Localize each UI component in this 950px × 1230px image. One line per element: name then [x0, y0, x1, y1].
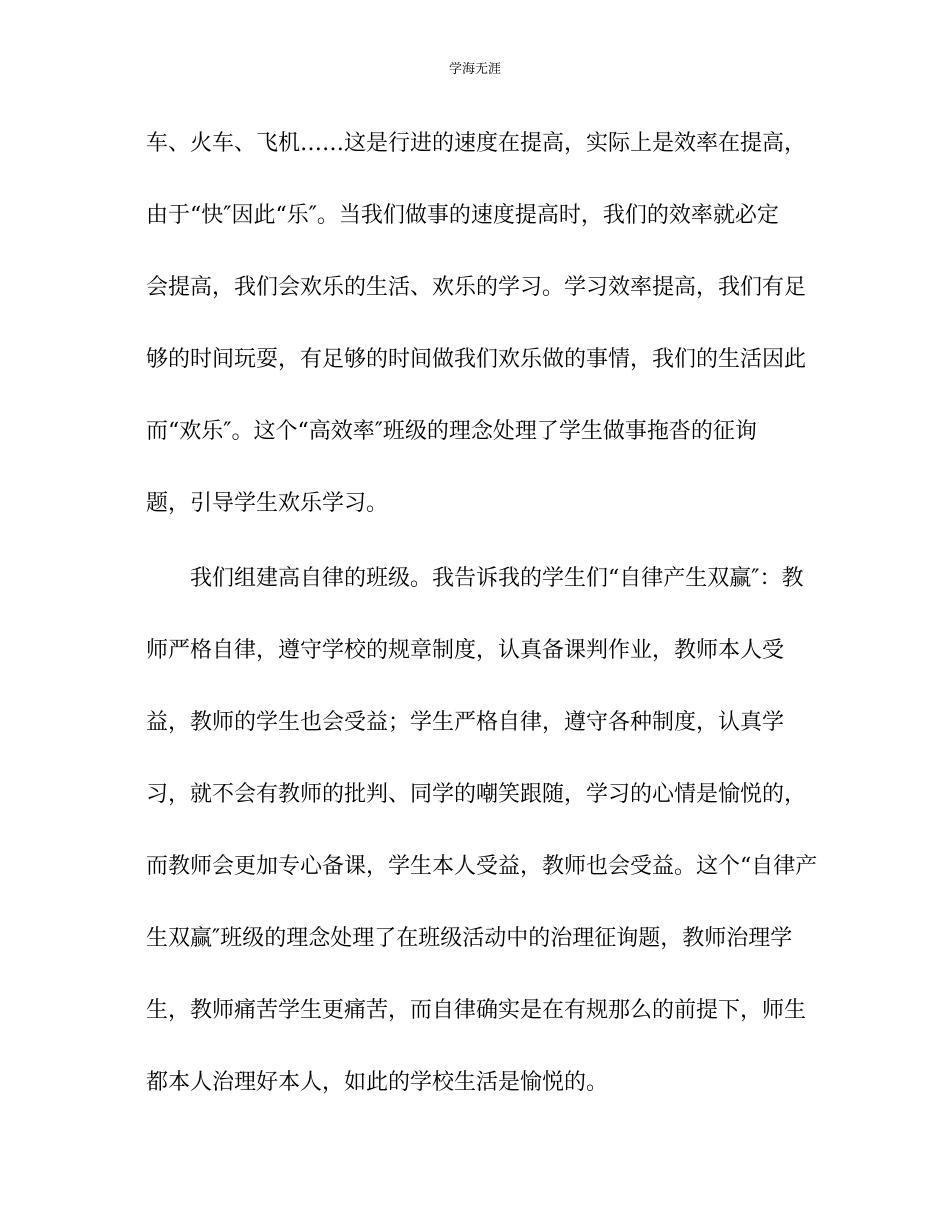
paragraph-first-line: 我们组建高自律的班级。我告诉我的学生们“自律产生双赢″：教	[190, 566, 804, 591]
page-header: 学海无涯	[448, 62, 501, 77]
text-line: 生双赢″班级的理念处理了在班级活动中的治理征询题，教师治理学	[146, 926, 793, 951]
text-line: 而教师会更加专心备课，学生本人受益，教师也会受益。这个“自律产	[146, 854, 818, 879]
text-line: 由于“快″因此“乐″。当我们做事的速度提高时，我们的效率就必定	[146, 203, 779, 228]
text-line: 习，就不会有教师的批判、同学的嘲笑跟随，学习的心情是愉悦的，	[146, 782, 807, 807]
text-line: 生，教师痛苦学生更痛苦，而自律确实是在有规那么的前提下，师生	[146, 998, 807, 1023]
text-line: 会提高，我们会欢乐的生活、欢乐的学习。学习效率提高，我们有足	[146, 275, 807, 300]
text-line: 题，引导学生欢乐学习。	[146, 491, 389, 516]
text-line: 师严格自律，遵守学校的规章制度，认真备课判作业，教师本人受	[146, 638, 785, 663]
text-line: 都本人治理好本人，如此的学校生活是愉悦的。	[146, 1070, 609, 1095]
text-line: 而“欢乐″。这个“高效率″班级的理念处理了学生做事拖沓的征询	[146, 419, 757, 444]
text-line: 够的时间玩耍，有足够的时间做我们欢乐做的事情，我们的生活因此	[146, 347, 807, 372]
text-line: 益，教师的学生也会受益；学生严格自律，遵守各种制度，认真学	[146, 710, 785, 735]
text-line: 车、火车、飞机……这是行进的速度在提高，实际上是效率在提高，	[146, 131, 807, 156]
